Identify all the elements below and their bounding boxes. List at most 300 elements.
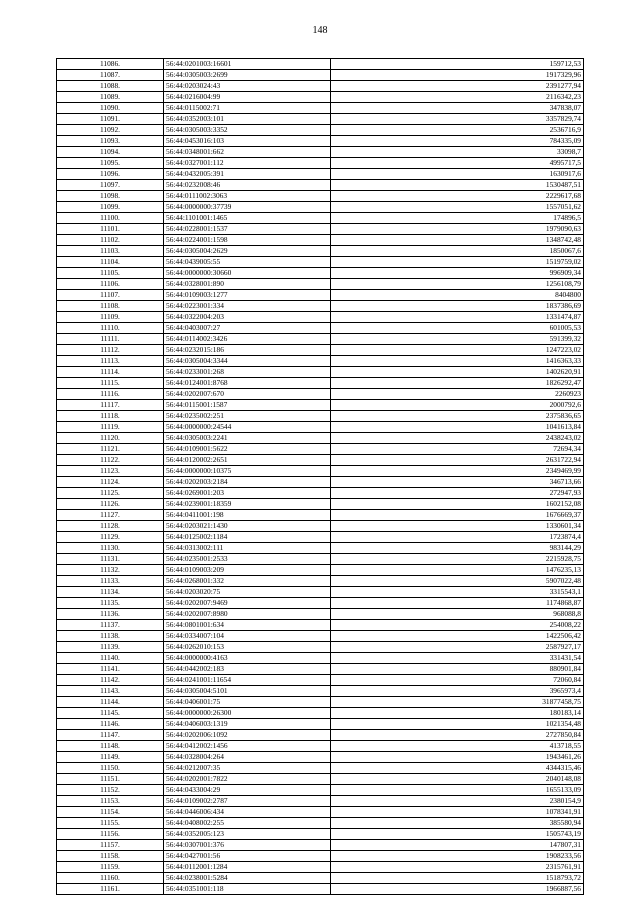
cadastral-value: 1655133,09 — [331, 785, 584, 796]
table-row — [57, 587, 584, 598]
table-row — [57, 147, 584, 158]
cadastral-number: 56:44:0305003:2241 — [164, 433, 331, 444]
row-number: 11087. — [57, 70, 164, 81]
table-row — [57, 301, 584, 312]
table-body — [57, 59, 584, 895]
cadastral-value: 983144,29 — [331, 543, 584, 554]
cadastral-value: 272947,93 — [331, 488, 584, 499]
row-number: 11100. — [57, 213, 164, 224]
table-row — [57, 818, 584, 829]
table-row — [57, 807, 584, 818]
table-row — [57, 136, 584, 147]
cadastral-number: 56:44:0202003:2184 — [164, 477, 331, 488]
row-number: 11093. — [57, 136, 164, 147]
table-row — [57, 103, 584, 114]
row-number: 11132. — [57, 565, 164, 576]
row-number: 11089. — [57, 92, 164, 103]
cadastral-number: 56:44:0408002:255 — [164, 818, 331, 829]
row-number: 11149. — [57, 752, 164, 763]
cadastral-value: 1331474,87 — [331, 312, 584, 323]
cadastral-number: 56:44:0203020:75 — [164, 587, 331, 598]
cadastral-number: 56:44:0406001:75 — [164, 697, 331, 708]
cadastral-number: 56:44:0305004:5101 — [164, 686, 331, 697]
table-row — [57, 840, 584, 851]
cadastral-value: 2375836,65 — [331, 411, 584, 422]
table-row — [57, 521, 584, 532]
cadastral-number: 56:44:0262010:153 — [164, 642, 331, 653]
table-row — [57, 862, 584, 873]
cadastral-value: 1519759,02 — [331, 257, 584, 268]
table-row — [57, 488, 584, 499]
cadastral-value: 1476235,13 — [331, 565, 584, 576]
cadastral-number: 56:44:0224001:1598 — [164, 235, 331, 246]
row-number: 11102. — [57, 235, 164, 246]
cadastral-value: 147807,31 — [331, 840, 584, 851]
cadastral-number: 56:44:0439005:55 — [164, 257, 331, 268]
cadastral-value: 1966887,56 — [331, 884, 584, 895]
table-row — [57, 642, 584, 653]
row-number: 11088. — [57, 81, 164, 92]
cadastral-number: 56:44:0000000:30660 — [164, 268, 331, 279]
cadastral-number: 56:44:0403007:27 — [164, 323, 331, 334]
cadastral-value: 1078341,91 — [331, 807, 584, 818]
cadastral-value: 1247223,02 — [331, 345, 584, 356]
cadastral-value: 1416363,33 — [331, 356, 584, 367]
row-number: 11143. — [57, 686, 164, 697]
row-number: 11156. — [57, 829, 164, 840]
cadastral-number: 56:44:0109003:1277 — [164, 290, 331, 301]
page-number: 148 — [312, 25, 328, 36]
cadastral-number: 56:44:0307001:376 — [164, 840, 331, 851]
cadastral-number: 56:44:0305003:3352 — [164, 125, 331, 136]
row-number: 11160. — [57, 873, 164, 884]
cadastral-value: 331431,54 — [331, 653, 584, 664]
cadastral-value: 385580,94 — [331, 818, 584, 829]
cadastral-number: 56:44:0352005:123 — [164, 829, 331, 840]
row-number: 11129. — [57, 532, 164, 543]
cadastral-number: 56:44:0235002:251 — [164, 411, 331, 422]
table-row — [57, 829, 584, 840]
cadastral-value: 1850067,6 — [331, 246, 584, 257]
table-row — [57, 323, 584, 334]
cadastral-number: 56:44:0202007:9469 — [164, 598, 331, 609]
row-number: 11094. — [57, 147, 164, 158]
cadastral-value: 2391277,94 — [331, 81, 584, 92]
row-number: 11150. — [57, 763, 164, 774]
cadastral-value: 5907022,48 — [331, 576, 584, 587]
table-row — [57, 92, 584, 103]
table-row — [57, 422, 584, 433]
cadastral-value: 2727850,84 — [331, 730, 584, 741]
cadastral-number: 56:44:0202007:8980 — [164, 609, 331, 620]
table-row — [57, 433, 584, 444]
row-number: 11115. — [57, 378, 164, 389]
cadastral-value: 2215928,75 — [331, 554, 584, 565]
table-row — [57, 576, 584, 587]
cadastral-number: 56:44:0427001:56 — [164, 851, 331, 862]
table-row — [57, 125, 584, 136]
row-number: 11127. — [57, 510, 164, 521]
table-row — [57, 499, 584, 510]
table-row — [57, 59, 584, 70]
cadastral-value: 784335,09 — [331, 136, 584, 147]
cadastral-number: 56:44:0216004:99 — [164, 92, 331, 103]
row-number: 11096. — [57, 169, 164, 180]
cadastral-number: 56:44:0125002:1184 — [164, 532, 331, 543]
cadastral-value: 2229617,68 — [331, 191, 584, 202]
cadastral-number: 56:44:0111002:3063 — [164, 191, 331, 202]
table-row — [57, 290, 584, 301]
row-number: 11104. — [57, 257, 164, 268]
cadastral-value: 347838,07 — [331, 103, 584, 114]
cadastral-value: 2536716,9 — [331, 125, 584, 136]
cadastral-number: 56:44:1101001:1465 — [164, 213, 331, 224]
table-row — [57, 400, 584, 411]
row-number: 11095. — [57, 158, 164, 169]
cadastral-value: 3357829,74 — [331, 114, 584, 125]
cadastral-number: 56:44:0109003:209 — [164, 565, 331, 576]
row-number: 11111. — [57, 334, 164, 345]
row-number: 11092. — [57, 125, 164, 136]
row-number: 11159. — [57, 862, 164, 873]
cadastral-value: 1676669,37 — [331, 510, 584, 521]
table-row — [57, 785, 584, 796]
cadastral-value: 1348742,48 — [331, 235, 584, 246]
row-number: 11161. — [57, 884, 164, 895]
cadastral-value: 1530487,51 — [331, 180, 584, 191]
table-row — [57, 598, 584, 609]
cadastral-value: 1602152,08 — [331, 499, 584, 510]
cadastral-value: 2631722,94 — [331, 455, 584, 466]
cadastral-number: 56:44:0109001:5622 — [164, 444, 331, 455]
row-number: 11131. — [57, 554, 164, 565]
table-row — [57, 169, 584, 180]
table-row — [57, 631, 584, 642]
row-number: 11125. — [57, 488, 164, 499]
cadastral-value: 3315543,1 — [331, 587, 584, 598]
cadastral-value: 2315761,91 — [331, 862, 584, 873]
table-row — [57, 367, 584, 378]
row-number: 11148. — [57, 741, 164, 752]
table-row — [57, 312, 584, 323]
table-row — [57, 664, 584, 675]
table-row — [57, 378, 584, 389]
table-row — [57, 81, 584, 92]
table-row — [57, 774, 584, 785]
row-number: 11091. — [57, 114, 164, 125]
cadastral-value: 601005,53 — [331, 323, 584, 334]
cadastral-number: 56:44:0305004:2629 — [164, 246, 331, 257]
cadastral-value: 72060,84 — [331, 675, 584, 686]
cadastral-number: 56:44:0327001:112 — [164, 158, 331, 169]
cadastral-value: 1723874,4 — [331, 532, 584, 543]
table-row — [57, 719, 584, 730]
cadastral-number: 56:44:0268001:332 — [164, 576, 331, 587]
cadastral-number: 56:44:0212007:35 — [164, 763, 331, 774]
cadastral-number: 56:44:0202006:1092 — [164, 730, 331, 741]
table-row — [57, 752, 584, 763]
cadastral-value: 2000792,6 — [331, 400, 584, 411]
cadastral-value: 4995717,5 — [331, 158, 584, 169]
row-number: 11147. — [57, 730, 164, 741]
row-number: 11138. — [57, 631, 164, 642]
row-number: 11126. — [57, 499, 164, 510]
row-number: 11124. — [57, 477, 164, 488]
row-number: 11139. — [57, 642, 164, 653]
cadastral-number: 56:44:0115002:71 — [164, 103, 331, 114]
cadastral-value: 174896,5 — [331, 213, 584, 224]
table-row — [57, 158, 584, 169]
cadastral-number: 56:44:0305004:3344 — [164, 356, 331, 367]
row-number: 11136. — [57, 609, 164, 620]
cadastral-number: 56:44:0202001:7822 — [164, 774, 331, 785]
cadastral-value: 1041613,84 — [331, 422, 584, 433]
cadastral-value: 72694,34 — [331, 444, 584, 455]
row-number: 11099. — [57, 202, 164, 213]
row-number: 11105. — [57, 268, 164, 279]
table-row — [57, 455, 584, 466]
cadastral-number: 56:44:0203021:1430 — [164, 521, 331, 532]
row-number: 11134. — [57, 587, 164, 598]
row-number: 11144. — [57, 697, 164, 708]
cadastral-number: 56:44:0446006:434 — [164, 807, 331, 818]
row-number: 11098. — [57, 191, 164, 202]
cadastral-value: 1422506,42 — [331, 631, 584, 642]
row-number: 11137. — [57, 620, 164, 631]
cadastral-number: 56:44:0000000:4163 — [164, 653, 331, 664]
cadastral-number: 56:44:0235001:2533 — [164, 554, 331, 565]
table-row — [57, 114, 584, 125]
table-row — [57, 851, 584, 862]
row-number: 11151. — [57, 774, 164, 785]
row-number: 11157. — [57, 840, 164, 851]
row-number: 11158. — [57, 851, 164, 862]
cadastral-number: 56:44:0433004:29 — [164, 785, 331, 796]
cadastral-number: 56:44:0328001:890 — [164, 279, 331, 290]
cadastral-value: 880901,84 — [331, 664, 584, 675]
cadastral-number: 56:44:0328004:264 — [164, 752, 331, 763]
cadastral-number: 56:44:0239001:18359 — [164, 499, 331, 510]
row-number: 11121. — [57, 444, 164, 455]
cadastral-value: 1943461,26 — [331, 752, 584, 763]
table-row — [57, 257, 584, 268]
row-number: 11097. — [57, 180, 164, 191]
row-number: 11146. — [57, 719, 164, 730]
cadastral-value: 1174868,87 — [331, 598, 584, 609]
cadastral-value: 1908233,56 — [331, 851, 584, 862]
table-row — [57, 884, 584, 895]
table-row — [57, 554, 584, 565]
row-number: 11086. — [57, 59, 164, 70]
row-number: 11122. — [57, 455, 164, 466]
row-number: 11101. — [57, 224, 164, 235]
cadastral-number: 56:44:0202007:670 — [164, 389, 331, 400]
cadastral-number: 56:44:0124001:8768 — [164, 378, 331, 389]
cadastral-value: 2040148,08 — [331, 774, 584, 785]
cadastral-number: 56:44:0223001:334 — [164, 301, 331, 312]
cadastral-value: 1256108,79 — [331, 279, 584, 290]
cadastral-number: 56:44:0000000:37739 — [164, 202, 331, 213]
table-row — [57, 532, 584, 543]
cadastral-number: 56:44:0322004:203 — [164, 312, 331, 323]
cadastral-value: 2438243,02 — [331, 433, 584, 444]
cadastral-number: 56:44:0115001:1587 — [164, 400, 331, 411]
table-row — [57, 730, 584, 741]
cadastral-value: 159712,53 — [331, 59, 584, 70]
table-row — [57, 180, 584, 191]
row-number: 11118. — [57, 411, 164, 422]
row-number: 11114. — [57, 367, 164, 378]
cadastral-number: 56:44:0232008:46 — [164, 180, 331, 191]
table-row — [57, 697, 584, 708]
table-row — [57, 763, 584, 774]
row-number: 11140. — [57, 653, 164, 664]
cadastral-value: 1557051,62 — [331, 202, 584, 213]
table-row — [57, 70, 584, 81]
row-number: 11135. — [57, 598, 164, 609]
table-row — [57, 411, 584, 422]
table-row — [57, 873, 584, 884]
cadastral-number: 56:44:0352003:101 — [164, 114, 331, 125]
table-row — [57, 246, 584, 257]
cadastral-value: 996909,34 — [331, 268, 584, 279]
cadastral-number: 56:44:0201003:16601 — [164, 59, 331, 70]
row-number: 11130. — [57, 543, 164, 554]
row-number: 11108. — [57, 301, 164, 312]
table-row — [57, 213, 584, 224]
cadastral-number: 56:44:0406003:1319 — [164, 719, 331, 730]
cadastral-value: 1979090,63 — [331, 224, 584, 235]
cadastral-value: 968088,8 — [331, 609, 584, 620]
cadastral-value: 4344315,46 — [331, 763, 584, 774]
row-number: 11152. — [57, 785, 164, 796]
cadastral-value: 2349469,99 — [331, 466, 584, 477]
row-number: 11112. — [57, 345, 164, 356]
row-number: 11109. — [57, 312, 164, 323]
table-row — [57, 389, 584, 400]
cadastral-value: 2587927,17 — [331, 642, 584, 653]
cadastral-value-table — [56, 58, 584, 895]
cadastral-value: 1518793,72 — [331, 873, 584, 884]
table-row — [57, 510, 584, 521]
cadastral-value: 346713,66 — [331, 477, 584, 488]
cadastral-number: 56:44:0232015:186 — [164, 345, 331, 356]
row-number: 11120. — [57, 433, 164, 444]
cadastral-number: 56:44:0801001:634 — [164, 620, 331, 631]
table-row — [57, 796, 584, 807]
cadastral-value: 180183,14 — [331, 708, 584, 719]
cadastral-number: 56:44:0351001:118 — [164, 884, 331, 895]
cadastral-value: 1330601,34 — [331, 521, 584, 532]
table-row — [57, 466, 584, 477]
cadastral-number: 56:44:0233001:268 — [164, 367, 331, 378]
table-row — [57, 565, 584, 576]
cadastral-value: 3965973,4 — [331, 686, 584, 697]
cadastral-number: 56:44:0000000:10375 — [164, 466, 331, 477]
row-number: 11123. — [57, 466, 164, 477]
row-number: 11155. — [57, 818, 164, 829]
cadastral-number: 56:44:0411001:198 — [164, 510, 331, 521]
cadastral-value: 33098,7 — [331, 147, 584, 158]
table-row — [57, 543, 584, 554]
table-row — [57, 224, 584, 235]
row-number: 11128. — [57, 521, 164, 532]
table-row — [57, 334, 584, 345]
cadastral-number: 56:44:0348001:662 — [164, 147, 331, 158]
row-number: 11141. — [57, 664, 164, 675]
table-row — [57, 235, 584, 246]
cadastral-value: 2116342,23 — [331, 92, 584, 103]
table-row — [57, 356, 584, 367]
cadastral-number: 56:44:0313002:111 — [164, 543, 331, 554]
cadastral-value: 254008,22 — [331, 620, 584, 631]
cadastral-value: 1402620,91 — [331, 367, 584, 378]
cadastral-number: 56:44:0228001:1537 — [164, 224, 331, 235]
table-row — [57, 609, 584, 620]
table-row — [57, 675, 584, 686]
table-row — [57, 708, 584, 719]
cadastral-number: 56:44:0305003:2699 — [164, 70, 331, 81]
table-row — [57, 686, 584, 697]
row-number: 11145. — [57, 708, 164, 719]
table-row — [57, 741, 584, 752]
cadastral-number: 56:44:0269001:203 — [164, 488, 331, 499]
cadastral-value: 1917329,96 — [331, 70, 584, 81]
cadastral-value: 1505743,19 — [331, 829, 584, 840]
cadastral-number: 56:44:0000000:24544 — [164, 422, 331, 433]
cadastral-value: 1630917,6 — [331, 169, 584, 180]
cadastral-number: 56:44:0241001:11654 — [164, 675, 331, 686]
cadastral-number: 56:44:0238001:5284 — [164, 873, 331, 884]
table-row — [57, 202, 584, 213]
cadastral-number: 56:44:0112001:1284 — [164, 862, 331, 873]
table-row — [57, 477, 584, 488]
row-number: 11117. — [57, 400, 164, 411]
table-row — [57, 279, 584, 290]
table-row — [57, 191, 584, 202]
cadastral-number: 56:44:0000000:26300 — [164, 708, 331, 719]
cadastral-number: 56:44:0412002:1456 — [164, 741, 331, 752]
row-number: 11110. — [57, 323, 164, 334]
cadastral-value: 1021354,48 — [331, 719, 584, 730]
row-number: 11154. — [57, 807, 164, 818]
table-row — [57, 444, 584, 455]
row-number: 11116. — [57, 389, 164, 400]
table-row — [57, 653, 584, 664]
cadastral-value: 31877458,75 — [331, 697, 584, 708]
row-number: 11106. — [57, 279, 164, 290]
cadastral-number: 56:44:0114002:3426 — [164, 334, 331, 345]
cadastral-value: 8404800 — [331, 290, 584, 301]
cadastral-number: 56:44:0432005:391 — [164, 169, 331, 180]
row-number: 11119. — [57, 422, 164, 433]
cadastral-value: 413718,55 — [331, 741, 584, 752]
cadastral-number: 56:44:0120002:2651 — [164, 455, 331, 466]
cadastral-value: 1826292,47 — [331, 378, 584, 389]
row-number: 11090. — [57, 103, 164, 114]
cadastral-value: 1837386,69 — [331, 301, 584, 312]
cadastral-value: 2260923 — [331, 389, 584, 400]
table-row — [57, 345, 584, 356]
table-row — [57, 268, 584, 279]
row-number: 11133. — [57, 576, 164, 587]
table-row — [57, 620, 584, 631]
row-number: 11142. — [57, 675, 164, 686]
cadastral-number: 56:44:0442002:183 — [164, 664, 331, 675]
row-number: 11103. — [57, 246, 164, 257]
cadastral-value: 591399,32 — [331, 334, 584, 345]
row-number: 11107. — [57, 290, 164, 301]
